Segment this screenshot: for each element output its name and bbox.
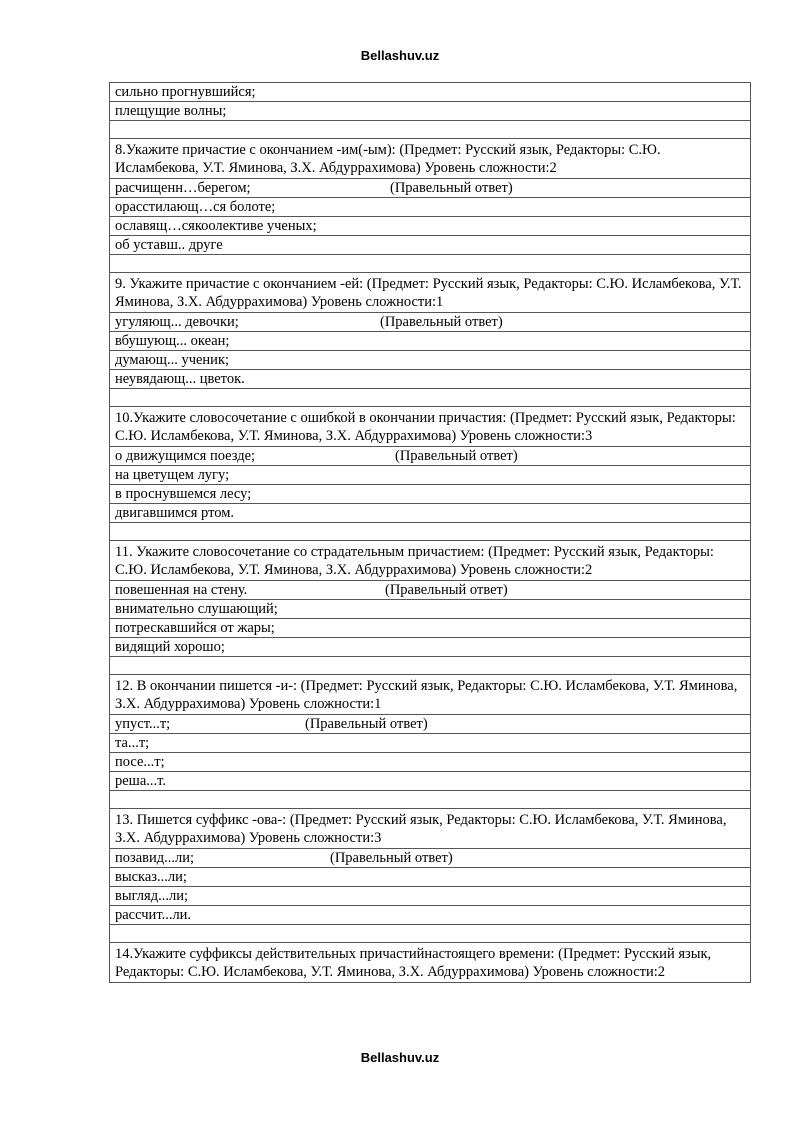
- answer-option-text: рассчит...ли.: [115, 907, 192, 923]
- answer-option-text: в проснувшемся лесу;: [115, 486, 252, 502]
- answer-option: [110, 504, 751, 523]
- question-text-text: 11. Укажите словосочетание со страдательным причастием: (Предмет: Русский язык, Редакторы: С.Ю. Исламбекова, У.Т. Яминова, З.Х. Абдуррахимова) Уровень сложности:2: [115, 544, 714, 578]
- answer-option: [110, 102, 751, 121]
- question-text: [110, 943, 751, 983]
- answer-option-text: об уставш.. друге: [115, 237, 223, 253]
- question-text-text: 8.Укажите причастие с окончанием -им(-ым): (Предмет: Русский язык, Редакторы: С.Ю. Исламбекова, У.Т. Яминова, З.Х. Абдуррахимова) Уровень сложности:2: [115, 142, 661, 176]
- question-text: [110, 809, 751, 849]
- question-text-text: 13. Пишется суффикс -ова-: (Предмет: Русский язык, Редакторы: С.Ю. Исламбекова, У.Т. Яминова, З.Х. Абдуррахимова) Уровень сложности:3: [115, 812, 727, 846]
- answer-option-correct: [110, 447, 751, 466]
- correct-answer-mark: (Правельный ответ): [305, 716, 428, 732]
- answer-option-text: на цветущем лугу;: [115, 467, 230, 483]
- question-text-text: 14.Укажите суффиксы действительных причастийнастоящего времени: (Предмет: Русский язык, Редакторы: С.Ю. Исламбекова, У.Т. Яминова, З.Х. Абдуррахимова) Уровень сложности:2: [115, 946, 712, 980]
- answer-option-text: неувядающ... цветок.: [115, 371, 245, 387]
- answer-option-correct: [110, 179, 751, 198]
- question-text-text: 10.Укажите словосочетание с ошибкой в окончании причастия: (Предмет: Русский язык, Редакторы: С.Ю. Исламбекова, У.Т. Яминова, З.Х. Абдуррахимова) Уровень сложности:3: [115, 410, 736, 444]
- answer-option-correct: [110, 581, 751, 600]
- answer-option-text: выгляд...ли;: [115, 888, 188, 904]
- answer-option: [110, 236, 751, 255]
- question-text: [110, 407, 751, 447]
- question-text-text: 9. Укажите причастие с окончанием -ей: (Предмет: Русский язык, Редакторы: С.Ю. Исламбекова, У.Т. Яминова, З.Х. Абдуррахимова) Уровень сложности:1: [115, 276, 742, 310]
- answer-option-text: видящий хорошо;: [115, 639, 225, 655]
- answer-option-text: двигавшимся ртом.: [115, 505, 235, 521]
- correct-answer-mark: (Правельный ответ): [395, 448, 518, 464]
- correct-answer-mark: (Правельный ответ): [330, 850, 453, 866]
- site-header: Bellashuv.uz: [360, 48, 440, 63]
- blank-row: [110, 925, 751, 943]
- answer-option: [110, 466, 751, 485]
- answer-option: [110, 887, 751, 906]
- answer-option-correct: [110, 715, 751, 734]
- answer-option-text: плещущие волны;: [115, 103, 227, 119]
- answer-option: [110, 332, 751, 351]
- answer-option-correct-text: угуляющ... девочки;: [115, 314, 239, 330]
- answer-option-correct: [110, 313, 751, 332]
- answer-option-text: орасстилающ…ся болоте;: [115, 199, 276, 215]
- answer-option-text: вбушующ... океан;: [115, 333, 230, 349]
- answer-option: [110, 638, 751, 657]
- answer-option: [110, 83, 751, 102]
- answer-option: [110, 485, 751, 504]
- answer-option-correct-text: позавид...ли;: [115, 850, 195, 866]
- answer-option-text: сильно прогнувшийся;: [115, 84, 256, 100]
- question-text: [110, 273, 751, 313]
- correct-answer-mark: (Правельный ответ): [385, 582, 508, 598]
- question-text: [110, 139, 751, 179]
- answer-option: [110, 868, 751, 887]
- question-table: [109, 82, 751, 983]
- blank-row: [110, 523, 751, 541]
- answer-option: [110, 772, 751, 791]
- answer-option-correct-text: расчищенн…берегом;: [115, 180, 251, 196]
- blank-row: [110, 255, 751, 273]
- correct-answer-mark: (Правельный ответ): [390, 180, 513, 196]
- answer-option-correct-text: упуст...т;: [115, 716, 171, 732]
- answer-option-correct-text: о движущимся поезде;: [115, 448, 256, 464]
- answer-option: [110, 370, 751, 389]
- answer-option-text: посе...т;: [115, 754, 165, 770]
- question-text: [110, 675, 751, 715]
- answer-option: [110, 753, 751, 772]
- answer-option-correct-text: повешенная на стену.: [115, 582, 248, 598]
- answer-option: [110, 351, 751, 370]
- answer-option: [110, 734, 751, 753]
- question-text: [110, 541, 751, 581]
- blank-row: [110, 121, 751, 139]
- site-footer: Bellashuv.uz: [360, 1050, 440, 1065]
- answer-option-text: реша...т.: [115, 773, 167, 789]
- answer-option-text: думающ... ученик;: [115, 352, 230, 368]
- answer-option-text: ославящ…сякоолективе ученых;: [115, 218, 317, 234]
- answer-option-text: потрескавшийся от жары;: [115, 620, 275, 636]
- answer-option: [110, 198, 751, 217]
- blank-row: [110, 657, 751, 675]
- answer-option-text: та...т;: [115, 735, 150, 751]
- answer-option: [110, 619, 751, 638]
- answer-option: [110, 600, 751, 619]
- question-text-text: 12. В окончании пишется -и-: (Предмет: Русский язык, Редакторы: С.Ю. Исламбекова, У.Т. Яминова, З.Х. Абдуррахимова) Уровень сложности:1: [115, 678, 738, 712]
- blank-row: [110, 389, 751, 407]
- answer-option: [110, 217, 751, 236]
- answer-option-text: внимательно слушающий;: [115, 601, 278, 617]
- correct-answer-mark: (Правельный ответ): [380, 314, 503, 330]
- answer-option: [110, 906, 751, 925]
- answer-option-correct: [110, 849, 751, 868]
- blank-row: [110, 791, 751, 809]
- answer-option-text: высказ...ли;: [115, 869, 187, 885]
